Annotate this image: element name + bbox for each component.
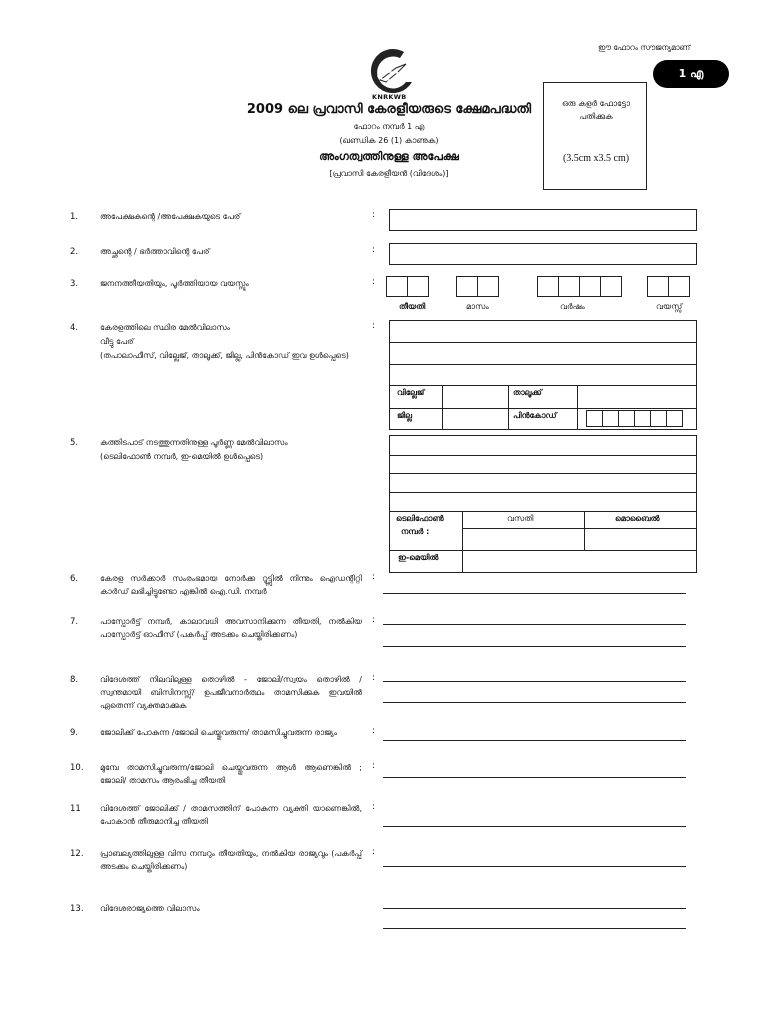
phone-label: ടെലിഫോൺ [396,514,444,523]
field-number: 5. [70,438,79,448]
page-title: 2009 ലെ പ്രവാസി കേരളീയരുടെ ക്ഷേമപദ്ധതി [246,102,532,117]
field-label-father-husband-name: അച്ഛന്റെ / ഭർത്താവിന്റെ പേര് [100,247,210,256]
dob-year-label: വർഷം [560,302,585,311]
field-label-passport: പാസ്പോർട്ട് നമ്പർ, കാലാവധി അവസാനിക്കുന്ന തീയതി, നൽകിയ പാസ്പോർട്ട് ഓഫീസ് (പകർപ്പ് അടക്കം ചെയ്തിരിക്കണം) [100,617,362,639]
field-label-country: ജോലിക്ക് പോകുന്ന /ജോലി ചെയ്തുവരുന്ന/ താമസിച്ചുവരുന്ന രാജ്യം [100,728,337,737]
norka-id-line[interactable] [383,593,686,594]
form-number: ഫോറം നമ്പർ 1 എ [353,122,425,131]
country-line[interactable] [383,740,686,741]
pincode-digit[interactable] [634,410,651,427]
form-subtitle: അംഗത്വത്തിനുള്ള അപേക്ഷ [319,150,459,163]
pincode-digit[interactable] [586,410,603,427]
mobile-label: മൊബൈൽ [615,514,660,523]
field-colon: : [372,726,376,736]
pincode-digit[interactable] [666,410,683,427]
passport-line[interactable] [383,624,686,625]
dob-month-label: മാസം [466,302,489,311]
pincode-digit[interactable] [618,410,635,427]
foreign-address-line[interactable] [383,908,686,909]
dob-year-digit[interactable] [558,276,580,297]
field-label-phone-email-note: (ടെലിഫോൺ നമ്പർ, ഇ-മെയിൽ ഉൾപ്പെടെ) [100,452,264,461]
photo-box[interactable] [543,82,647,190]
email-label: ഇ-മെയിൽ [398,553,439,562]
pincode-label: പിൻകോഡ് [513,411,557,420]
photo-instruction: ഒരു കളർ ഫോട്ടോ പതിക്കുക [561,99,631,121]
field-number: 7. [70,617,79,627]
field-label-applicant-name: അപേക്ഷകന്റെ /അപേക്ഷകയുടെ പേര് [100,212,241,221]
photo-size: (3.5cm x3.5 cm) [562,153,630,164]
field-colon: : [372,572,376,582]
age-digit[interactable] [668,276,690,297]
field-number: 8. [70,675,79,685]
field-label-norka-id: കേരള സർക്കാർ സംരംഭമായ നോർക്ക റൂട്ട്സിൽ നിന്നും ഐഡന്റിറ്റി കാർഡ് ലഭിച്ചിട്ടുണ്ടോ എങ്കിൽ ഐ.ഡി. നമ്പർ [100,574,362,596]
taluk-label: താലൂക്ക് [513,388,542,397]
field-label-house-name: വീട്ടു പേര് [100,337,134,346]
field-number: 13. [70,904,84,914]
free-form-note: ഈ ഫോറം സൗജന്യമാണ് [598,43,691,52]
dob-year-digit[interactable] [600,276,622,297]
pincode-digit[interactable] [650,410,667,427]
field-colon: : [372,321,376,331]
form-badge-label: 1 എ [678,67,704,80]
field-number: 12. [70,849,84,859]
dob-day-label: തീയതി [399,302,426,311]
age-digit[interactable] [647,276,669,297]
field-colon: : [372,761,376,771]
field-colon: : [372,210,376,220]
field-colon: : [372,615,376,625]
field-label-foreign-address: വിദേശരാജ്യത്തെ വിലാസം [100,904,200,913]
dob-day-digit[interactable] [386,276,408,297]
village-label: വില്ലേജ് [397,388,425,397]
occupation-line[interactable] [383,702,686,703]
dob-day-digit[interactable] [407,276,429,297]
field-number: 9. [70,728,79,738]
field-colon: : [372,673,376,683]
field-number: 4. [70,323,79,333]
dob-year-digit[interactable] [537,276,559,297]
residence-phone-label: വസതി [507,514,534,523]
field-number: 1. [70,212,79,222]
applicant-category: [പ്രവാസി കേരളീയൻ (വിദേശം)] [329,169,449,178]
correspondence-address-input[interactable] [389,435,697,573]
logo-caption: KNRKWB [372,93,407,101]
field-label-correspondence-address: കത്തിടപാട് നടത്തുന്നതിനുള്ള പൂർണ്ണ മേൽവിലാസം [100,438,288,447]
field-colon: : [372,802,376,812]
permanent-address-input[interactable] [389,320,697,430]
district-label: ജില്ല [397,411,412,420]
field-label-departure-date: വിദേശത്ത് ജോലിക്ക് / താമസത്തിന് പോകുന്ന വ്യക്തി യാണെങ്കിൽ, പോകാൻ തീരുമാനിച്ച തീയതി [100,804,362,826]
field-label-address-note: (തപാലാഫീസ്, വില്ലേജ്, താലൂക്ക്, ജില്ല, പിൻകോഡ് ഇവ ഉൾപ്പെടെ) [100,351,349,360]
age-label: വയസ്സ് [656,302,683,311]
visa-line[interactable] [383,866,686,867]
dob-month-digit[interactable] [456,276,478,297]
field-label-permanent-address: കേരളത്തിലെ സ്ഥിര മേൽവിലാസം [100,323,230,332]
field-label-dob-age: ജനനത്തീയതിയും, പൂർത്തിയായ വയസ്സും [100,279,249,288]
departure-date-line[interactable] [383,826,686,827]
occupation-line[interactable] [383,681,686,682]
dob-month-digit[interactable] [477,276,499,297]
field-colon: : [372,245,376,255]
field-colon: : [372,277,376,287]
knrkwb-logo [366,46,418,98]
field-number: 6. [70,574,79,584]
field-label-occupation: വിദേശത്ത് നിലവിലുള്ള തൊഴിൽ - ജോലി/സ്വയം തൊഴിൽ / സ്വന്തമായി ബിസിനസ്സ്/ ഉപജീവനാർത്ഥം താമസിക്കുക ഇവയിൽ ഏതെന്ന് വ്യക്തമാക്കുക [100,675,362,710]
phone-number-label: നമ്പർ : [401,527,430,536]
logo-emblem-icon [366,46,418,98]
field-number: 3. [70,279,79,289]
field-number: 2. [70,247,79,257]
field-colon: : [372,847,376,857]
field-label-visa: പ്രാബല്യത്തിലുള്ള വിസ നമ്പറും തീയതിയും, നൽകിയ രാജ്യവും (പകർപ്പ് അടക്കം ചെയ്തിരിക്കണം) [100,849,362,871]
field-label-start-date: മുമ്പേ താമസിച്ചുവരുന്ന/ജോലി ചെയ്തുവരുന്ന ആൾ ആണെങ്കിൽ ; ജോലി/ താമസം ആരംഭിച്ച തീയതി [100,763,362,785]
foreign-address-line[interactable] [383,928,686,929]
pincode-digit[interactable] [602,410,619,427]
father-husband-name-input[interactable] [389,243,697,265]
field-number: 10. [70,763,84,773]
section-reference: (ഖണ്ഡിക 26 (1) കാണുക) [339,136,439,145]
dob-year-digit[interactable] [579,276,601,297]
form-badge [653,60,729,88]
passport-line[interactable] [383,646,686,647]
field-number: 11 [70,804,81,814]
applicant-name-input[interactable] [389,209,697,231]
start-date-line[interactable] [383,777,686,778]
